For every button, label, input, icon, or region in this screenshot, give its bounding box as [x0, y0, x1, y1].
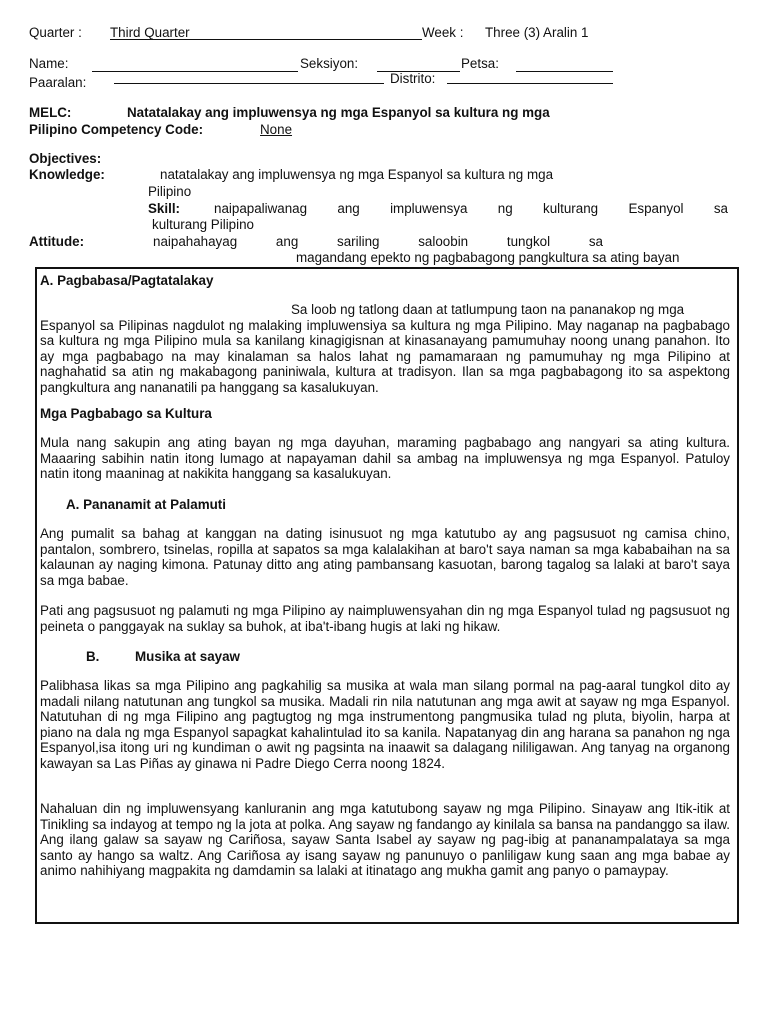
competency-code-label: Pilipino Competency Code: — [29, 122, 204, 137]
knowledge-label: Knowledge: — [29, 167, 105, 182]
pagbabago-title: Mga Pagbabago sa Kultura — [40, 406, 212, 421]
competency-code-value: None — [260, 122, 293, 137]
week-value: Three (3) Aralin 1 — [485, 25, 589, 40]
objectives-title: Objectives: — [29, 151, 102, 166]
skill-label: Skill: — [148, 201, 180, 216]
distrito-field[interactable] — [447, 83, 613, 84]
knowledge-line-2: Pilipino — [148, 184, 192, 199]
quarter-underline — [110, 39, 422, 40]
skill-line-2: kulturang Pilipino — [152, 217, 254, 232]
paaralan-label: Paaralan: — [29, 75, 87, 90]
petsa-label: Petsa: — [461, 56, 499, 71]
quarter-value: Third Quarter — [110, 25, 190, 40]
pagbabago-paragraph: Mula nang sakupin ang ating bayan ng mga dayuhan, maraming pagbabago ang nangyari sa ating kultura. Maaaring sabihin natin itong lumago at napayaman dahil sa ambag na impluwensya ng mga Espanyol. Patuloy natin itong maaninag at nakikita hanggang sa kasalukuyan. — [40, 435, 730, 482]
melc-text: Natatalakay ang impluwensya ng mga Espanyol sa kultura ng mga — [127, 105, 550, 120]
skill-line-1: naipapaliwanag ang impluwensya ng kulturang Espanyol sa — [214, 201, 728, 216]
quarter-label: Quarter : — [29, 25, 82, 40]
musika-paragraph-2: Nahaluan din ng impluwensyang kanluranin ang mga katutubong sayaw ng mga Pilipino. Sinayaw ang Itik-itik at Tinikling sa indayog at tempo ng la jota at polka. Ang sayaw ng fandango ay kinilala sa bansa na pandanggo sa ilaw. Ang ilang galaw sa sayaw ng Cariñosa, sayaw Santa Isabel ay sayaw ng pag-ibig at pananampalataya sa mga santo ay hango sa waltz. Ang Cariñosa ay isang sayaw ng panunuyo o panliligaw kung saan ang mga babae ay animo nahihiyang magpakita ng damdamin sa lalaki at itinatago ang mukha gamit ang panyo o pamaypay. — [40, 801, 730, 879]
knowledge-line-1: natatalakay ang impluwensya ng mga Espanyol sa kultura ng mga — [160, 167, 554, 182]
attitude-line-2: magandang epekto ng pagbabagong pangkultura sa ating bayan — [296, 250, 680, 265]
seksiyon-label: Seksiyon: — [300, 56, 359, 71]
section-a-title: A. Pagbabasa/Pagtatalakay — [40, 273, 214, 288]
intro-rest: Espanyol sa Pilipinas nagdulot ng malaking impluwensiya sa kultura ng mga Pilipino. May naganap na pagbabago sa kultura ng mga Pilipino mula sa kanilang kinagigisnan at kinasanayang pamumuhay noong unang panahon. Ito ay mga pagbabago na may kinalaman sa halos lahat ng pamamaraan ng pamumuhay ng mga Pilipino at naghahatid sa atin ng makabagong paniniwala, kultura at tradisyon. Ilan sa mga pagbabagong ito sa aspektong pangkultura ang nananatili pa hanggang sa kasalukuyan. — [40, 317, 730, 395]
paaralan-field[interactable] — [114, 83, 384, 84]
name-field[interactable] — [92, 71, 298, 72]
pananamit-paragraph-2: Pati ang pagsusuot ng palamuti ng mga Pilipino ay naimpluwensyahan din ng mga Espanyol tulad ng pagsusuot ng peineta o panggayak na suklay sa buhok, at iba't-ibang hugis at laki ng hikaw. — [40, 603, 730, 634]
name-label: Name: — [29, 56, 69, 71]
pananamit-paragraph-1: Ang pumalit sa bahag at kanggan na dating isinusuot ng mga katutubo ay ang pagsusuot ng camisa chino, pantalon, sombrero, tsinelas, ropilla at sapatos sa mga kalalakihan at baro't saya naman sa mga kababaihan na sa kalaunan ay naging kimona. Patunay ditto ang ating pambansang kasuotan, barong tagalog sa lalaki at baro't saya sa mga babae. — [40, 526, 730, 588]
attitude-line-1: naipahahayag ang sariling saloobin tungkol sa — [153, 234, 603, 249]
attitude-label: Attitude: — [29, 234, 85, 249]
pananamit-title: A. Pananamit at Palamuti — [66, 497, 226, 512]
musika-title: Musika at sayaw — [135, 649, 240, 664]
melc-label: MELC: — [29, 105, 72, 120]
week-label: Week : — [422, 25, 464, 40]
intro-paragraph — [40, 302, 730, 396]
musika-paragraph-1: Palibhasa likas sa mga Pilipino ang pagkahilig sa musika at wala man silang pormal na pag-aaral tungkol dito ay madali nilang natutunan ang tungkol sa musika. Madali rin nila natutunan ang mga awit at sayaw ng mga Espanyol. Natutuhan di ng mga Filipino ang pagtugtog ng mga instrumentong pangmusika tulad ng pluta, biyolin, harpa at piano na dala ng mga Espanyol sapagkat kahalintulad ito sa kanila. Napatanyag din ang harana sa panahon ng nga Espanyol,isa itong uri ng kundiman o awit ng pagsinta na inaawit sa dalagang nililigawan. Ang tanyag na organong kawayan sa Las Piñas ay ginawa ni Padre Diego Cerra noong 1824. — [40, 678, 730, 771]
intro-first-line: Sa loob ng tatlong daan at tatlumpung taon na pananakop ng mga — [291, 302, 685, 317]
petsa-field[interactable] — [516, 71, 613, 72]
distrito-label: Distrito: — [390, 71, 436, 86]
musika-letter: B. — [86, 649, 100, 664]
